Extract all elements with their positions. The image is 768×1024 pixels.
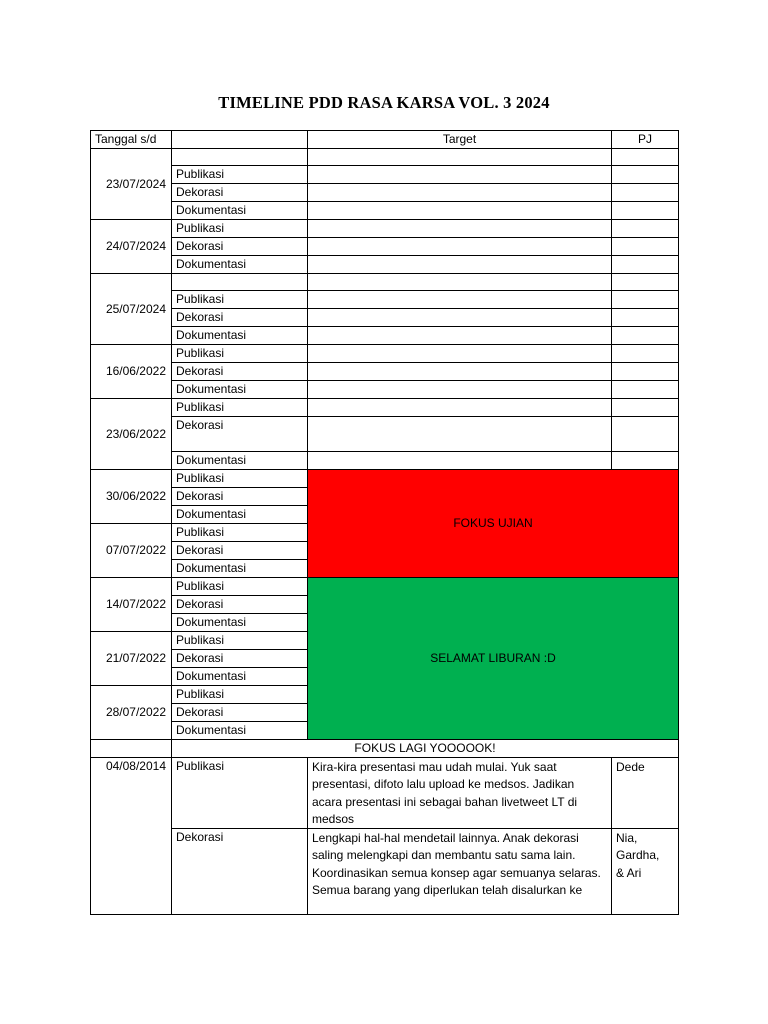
- pj-cell: [612, 363, 679, 381]
- publikasi-pj-text: Dede: [616, 760, 645, 774]
- task-cell: Dekorasi: [172, 650, 308, 668]
- pj-cell: [612, 220, 679, 238]
- target-cell: [308, 202, 612, 220]
- target-cell: [308, 184, 612, 202]
- table-row: [91, 829, 679, 915]
- empty-cell: [612, 149, 679, 166]
- task-cell: Dokumentasi: [172, 560, 308, 578]
- date-cell: 04/08/2014: [91, 758, 172, 915]
- target-cell: [308, 345, 612, 363]
- table-row: [91, 274, 679, 291]
- pj-cell: [612, 309, 679, 327]
- date-cell: 25/07/2024: [91, 274, 172, 345]
- pj-cell: [612, 417, 679, 452]
- task-cell: Publikasi: [172, 220, 308, 238]
- task-cell: Dekorasi: [172, 363, 308, 381]
- date-cell: 16/06/2022: [91, 345, 172, 399]
- header-row: [91, 131, 679, 149]
- table-row: [91, 149, 679, 166]
- empty-cell: [308, 149, 612, 166]
- pj-cell: [612, 184, 679, 202]
- pj-cell: [612, 381, 679, 399]
- target-cell: [308, 381, 612, 399]
- target-cell: [308, 399, 612, 417]
- pj-cell: [612, 452, 679, 470]
- selamat-liburan-block: SELAMAT LIBURAN :D: [308, 578, 679, 740]
- task-cell: Dekorasi: [172, 596, 308, 614]
- table-row: [91, 166, 679, 184]
- table-row: [91, 417, 679, 452]
- header-pj: PJ: [612, 131, 679, 149]
- date-cell: 07/07/2022: [91, 524, 172, 578]
- task-cell: Publikasi: [172, 470, 308, 488]
- empty-cell: [91, 740, 172, 758]
- table-row: [91, 452, 679, 470]
- target-cell: [308, 417, 612, 452]
- pj-cell: [612, 758, 679, 829]
- table-row: [91, 363, 679, 381]
- table-row: [91, 220, 679, 238]
- pj-cell: [612, 345, 679, 363]
- task-cell: Dekorasi: [172, 309, 308, 327]
- fokus-ujian-block: FOKUS UJIAN: [308, 470, 679, 578]
- empty-cell: [308, 274, 612, 291]
- table-row: [91, 381, 679, 399]
- date-cell: 28/07/2022: [91, 686, 172, 740]
- pj-cell: [612, 256, 679, 274]
- target-cell: [308, 452, 612, 470]
- header-task: [172, 131, 308, 149]
- task-cell: Dekorasi: [172, 829, 308, 915]
- table-row: [91, 327, 679, 345]
- empty-cell: [172, 274, 308, 291]
- task-cell: Dokumentasi: [172, 506, 308, 524]
- date-cell: 21/07/2022: [91, 632, 172, 686]
- fokus-lagi-note: FOKUS LAGI YOOOOOK!: [172, 740, 679, 758]
- dekorasi-pj-text: Nia, Gardha, & Ari: [616, 831, 660, 880]
- timeline-table: [90, 130, 679, 915]
- dekorasi-target-text: Lengkapi hal-hal mendetail lainnya. Anak dekorasi saling melengkapi dan membantu satu sama lain. Koordinasikan semua konsep agar semuanya selaras. Semua barang yang diperlukan telah disalurkan ke: [312, 831, 601, 898]
- task-cell: Dekorasi: [172, 704, 308, 722]
- pj-cell: [612, 399, 679, 417]
- target-cell: [308, 363, 612, 381]
- task-cell: Publikasi: [172, 291, 308, 309]
- task-cell: Dekorasi: [172, 542, 308, 560]
- date-cell: 30/06/2022: [91, 470, 172, 524]
- pj-cell: [612, 829, 679, 915]
- pj-cell: [612, 327, 679, 345]
- target-cell: [308, 291, 612, 309]
- task-cell: Dokumentasi: [172, 452, 308, 470]
- date-cell: 24/07/2024: [91, 220, 172, 274]
- table-row: [91, 578, 679, 596]
- date-cell: 14/07/2022: [91, 578, 172, 632]
- target-cell: [308, 829, 612, 915]
- target-cell: [308, 238, 612, 256]
- target-cell: [308, 256, 612, 274]
- table-row: [91, 309, 679, 327]
- target-cell: [308, 758, 612, 829]
- table-row: [91, 202, 679, 220]
- pj-cell: [612, 291, 679, 309]
- target-cell: [308, 220, 612, 238]
- task-cell: Publikasi: [172, 399, 308, 417]
- task-cell: Publikasi: [172, 686, 308, 704]
- table-row: [91, 345, 679, 363]
- task-cell: Publikasi: [172, 524, 308, 542]
- task-cell: Publikasi: [172, 345, 308, 363]
- table-row: [91, 399, 679, 417]
- task-cell: Dekorasi: [172, 417, 308, 452]
- task-cell: Dokumentasi: [172, 381, 308, 399]
- task-cell: Dokumentasi: [172, 256, 308, 274]
- header-date: Tanggal s/d: [91, 131, 172, 149]
- task-cell: Dokumentasi: [172, 327, 308, 345]
- task-cell: Dekorasi: [172, 488, 308, 506]
- task-cell: Publikasi: [172, 632, 308, 650]
- task-cell: Publikasi: [172, 166, 308, 184]
- task-cell: Publikasi: [172, 758, 308, 829]
- header-target: Target: [308, 131, 612, 149]
- date-cell: 23/07/2024: [91, 149, 172, 220]
- target-cell: [308, 166, 612, 184]
- target-cell: [308, 327, 612, 345]
- pj-cell: [612, 202, 679, 220]
- pj-cell: [612, 238, 679, 256]
- task-cell: Dokumentasi: [172, 722, 308, 740]
- empty-cell: [172, 149, 308, 166]
- table-row: [91, 291, 679, 309]
- target-cell: [308, 309, 612, 327]
- note-row: [91, 740, 679, 758]
- table-row: [91, 758, 679, 829]
- task-cell: Dekorasi: [172, 238, 308, 256]
- task-cell: Publikasi: [172, 578, 308, 596]
- table-row: [91, 184, 679, 202]
- date-cell: 23/06/2022: [91, 399, 172, 470]
- task-cell: Dokumentasi: [172, 614, 308, 632]
- task-cell: Dekorasi: [172, 184, 308, 202]
- task-cell: Dokumentasi: [172, 668, 308, 686]
- publikasi-target-text: Kira-kira presentasi mau udah mulai. Yuk saat presentasi, difoto lalu upload ke medsos. Jadikan acara presentasi ini sebagai bahan livetweet LT di medsos: [312, 760, 578, 826]
- pj-cell: [612, 166, 679, 184]
- table-row: [91, 256, 679, 274]
- page-title: TIMELINE PDD RASA KARSA VOL. 3 2024: [218, 93, 550, 112]
- table-row: [91, 470, 679, 488]
- empty-cell: [612, 274, 679, 291]
- task-cell: Dokumentasi: [172, 202, 308, 220]
- table-row: [91, 238, 679, 256]
